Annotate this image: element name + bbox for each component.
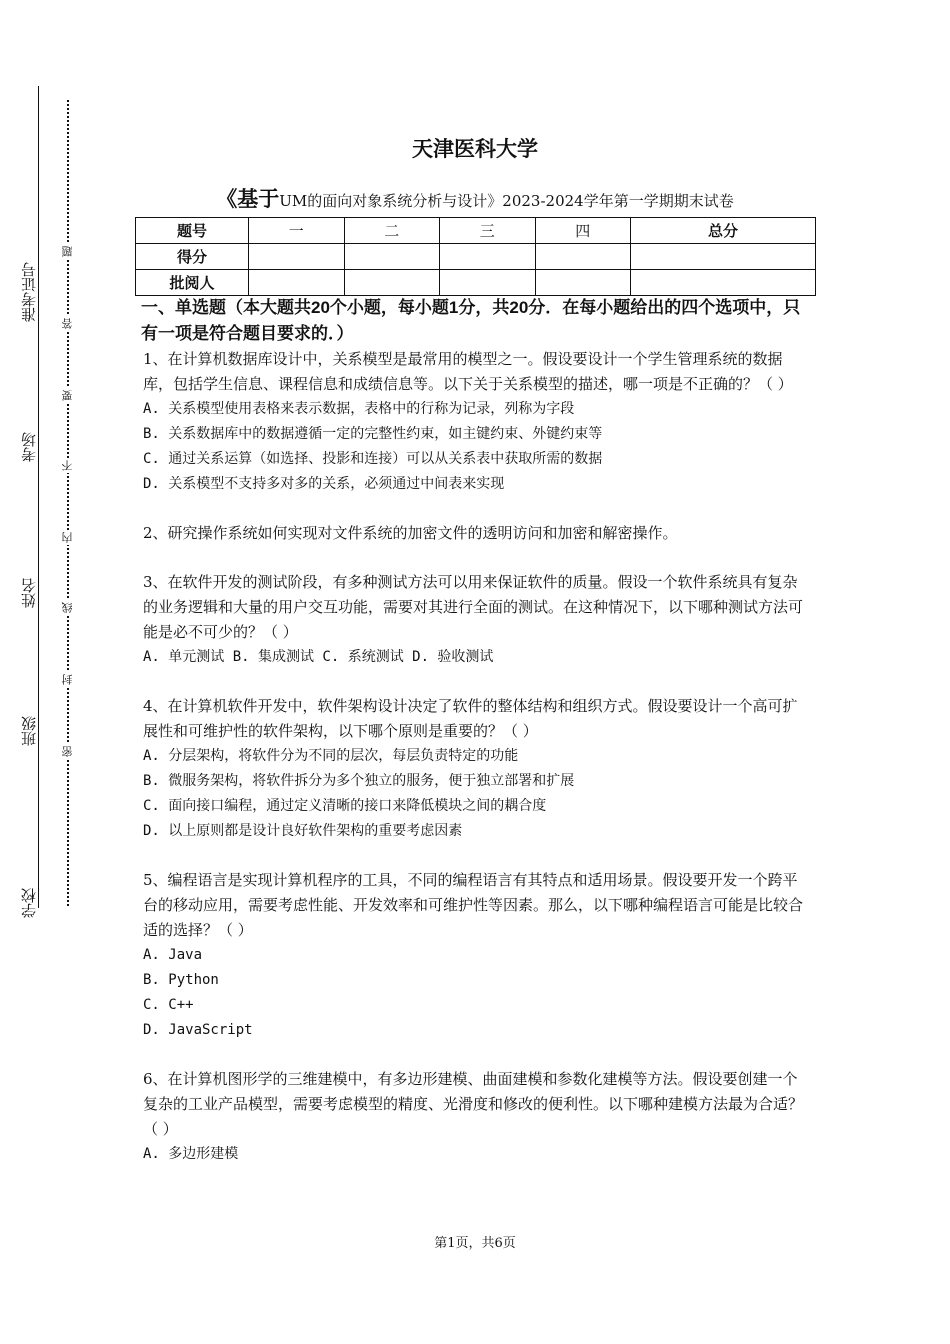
question-6: [143, 1067, 811, 1167]
school-label: 学校: [20, 888, 38, 918]
question-2: [143, 521, 811, 546]
seal-char: 封: [61, 674, 74, 685]
seal-char: 要: [61, 390, 74, 401]
options-line: A. 单元测试 B. 集成测试 C. 系统测试 D. 验收测试: [143, 649, 494, 665]
option-a: A. 多边形建模: [143, 1146, 239, 1162]
header-cell: 题号: [136, 218, 249, 244]
header-cell: 总分: [631, 218, 816, 244]
seal-char: 题: [61, 246, 74, 257]
seal-char: 内: [61, 532, 74, 543]
option-a: A. 关系模型使用表格来表示数据，表格中的行称为记录，列称为字段: [143, 401, 575, 417]
option-b: B. 微服务架构，将软件拆分为多个独立的服务，便于独立部署和扩展: [143, 773, 575, 789]
header-cell: 四: [535, 218, 631, 244]
score-cell: [344, 244, 440, 270]
option-c: C. 通过关系运算（如选择、投影和连接）可以从关系表中获取所需的数据: [143, 451, 603, 467]
question-text: 2、研究操作系统如何实现对文件系统的加密文件的透明访问和加密和解密操作。: [143, 524, 678, 542]
question-text: 3、在软件开发的测试阶段，有多种测试方法可以用来保证软件的质量。假设一个软件系统具有复杂的业务逻辑和大量的用户交互功能，需要对其进行全面的测试。在这种情况下，以下哪种测试方法可能是必不可少的？（ ）: [143, 573, 804, 641]
row-label: 批阅人: [136, 270, 249, 296]
question-text: 5、编程语言是实现计算机程序的工具，不同的编程语言有其特点和适用场景。假设要开发一个跨平台的移动应用，需要考虑性能、开发效率和可维护性等因素。那么，以下哪种编程语言可能是比较合适的选择？（ ）: [143, 871, 804, 939]
option-b: B. 关系数据库中的数据遵循一定的完整性约束，如主键约束、外键约束等: [143, 426, 603, 442]
question-5: [143, 868, 811, 1043]
reviewer-cell: [440, 270, 536, 296]
exam-room-label: 考场: [20, 432, 38, 462]
seal-char: 不: [61, 460, 74, 471]
score-cell: [249, 244, 345, 270]
reviewer-cell: [344, 270, 440, 296]
seal-char: 密: [61, 746, 74, 757]
option-d: D. 关系模型不支持多对多的关系，必须通过中间表来实现: [143, 476, 505, 492]
score-cell: [535, 244, 631, 270]
option-c: C. 面向接口编程，通过定义清晰的接口来降低模块之间的耦合度: [143, 798, 547, 814]
option-c: C. C++: [143, 997, 194, 1013]
section-heading: 一、单选题（本大题共20个小题，每小题1分，共20分．在每小题给出的四个选项中，只有一项是符合题目要求的．）: [141, 298, 801, 343]
question-text: 4、在计算机软件开发中，软件架构设计决定了软件的整体结构和组织方式。假设要设计一个高可扩展性和可维护性的软件架构，以下哪个原则是重要的？（ ）: [143, 697, 798, 740]
seal-char: 线: [61, 602, 74, 613]
score-table: [135, 217, 816, 296]
score-table-header-row: [136, 218, 816, 244]
subtitle-prefix: 《基于: [216, 188, 280, 211]
option-d: D. JavaScript: [143, 1022, 253, 1038]
page-number: 第1页，共6页: [434, 1236, 516, 1251]
seal-char: 答: [61, 318, 74, 329]
row-label: 得分: [136, 244, 249, 270]
reviewer-cell: [631, 270, 816, 296]
exam-number-label: 准考证号: [20, 262, 38, 322]
score-cell: [631, 244, 816, 270]
exam-subtitle: [0, 183, 950, 213]
option-d: D. 以上原则都是设计良好软件架构的重要考虑因素: [143, 823, 463, 839]
header-cell: 一: [249, 218, 345, 244]
score-row: [136, 244, 816, 270]
class-label: 班级: [20, 716, 38, 746]
question-text: 6、在计算机图形学的三维建模中，有多边形建模、曲面建模和参数化建模等方法。假设要创建一个复杂的工业产品模型，需要考虑模型的精度、光滑度和修改的便利性。以下哪种建模方法最为合适？（ ）: [143, 1070, 804, 1138]
question-3: [143, 570, 811, 670]
question-1: [143, 347, 811, 497]
header-cell: 二: [344, 218, 440, 244]
question-4: [143, 694, 811, 844]
option-b: B. Python: [143, 972, 219, 988]
option-a: A. 分层架构，将软件分为不同的层次，每层负责特定的功能: [143, 748, 519, 764]
option-a: A. Java: [143, 947, 203, 963]
binding-dotted-line: [67, 100, 69, 906]
university-title: 天津医科大学: [412, 138, 538, 161]
score-cell: [440, 244, 536, 270]
reviewer-cell: [535, 270, 631, 296]
reviewer-row: [136, 270, 816, 296]
name-label: 姓名: [20, 578, 38, 608]
subtitle-rest: UM的面向对象系统分析与设计》2023-2024学年第一学期期末试卷: [279, 192, 734, 210]
exam-content: [143, 295, 811, 1167]
reviewer-cell: [249, 270, 345, 296]
header-cell: 三: [440, 218, 536, 244]
question-text: 1、在计算机数据库设计中，关系模型是最常用的模型之一。假设要设计一个学生管理系统的数据库，包括学生信息、课程信息和成绩信息等。以下关于关系模型的描述，哪一项是不正确的？（ ）: [143, 350, 793, 393]
